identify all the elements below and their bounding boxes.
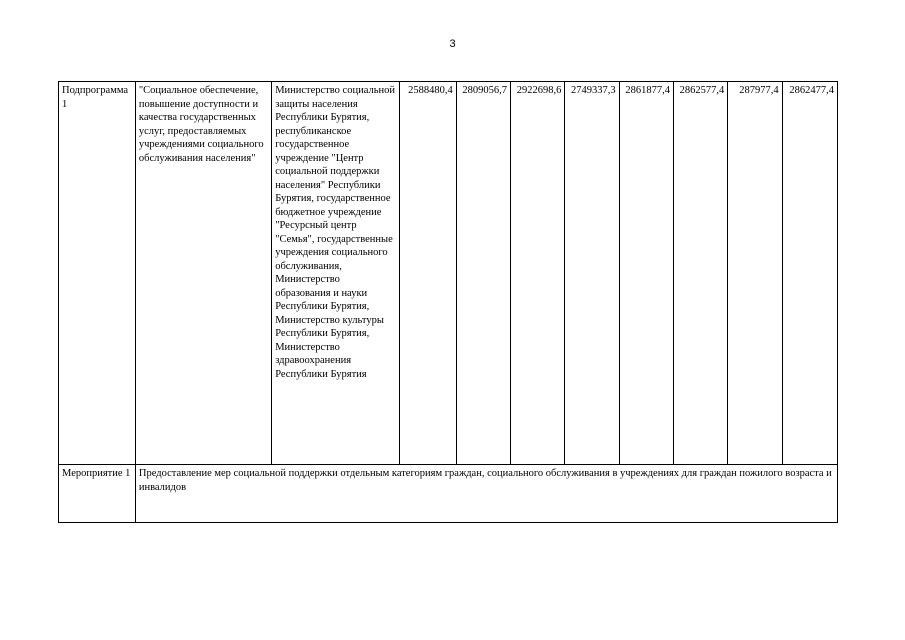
value-cell: 2862477,4 bbox=[782, 82, 837, 465]
value-cell: 2862577,4 bbox=[673, 82, 727, 465]
value-cell: 2749337,3 bbox=[565, 82, 619, 465]
value-cell: 2588480,4 bbox=[400, 82, 456, 465]
value-cell: 287977,4 bbox=[728, 82, 782, 465]
row-label-cell: Подпрограмма 1 bbox=[59, 82, 136, 465]
row-label-cell: Мероприятие 1 bbox=[59, 465, 136, 523]
executors-cell: Министерство социальной защиты населения Республики Бурятия, республиканское государственное учреждение "Центр социальной поддержки населения" Республики Бурятия, государственное бюджетное учреждение "Ресурсный центр "Семья", государственные учреждения социального обслуживания, Министерство образования и науки Республики Бурятия, Министерство культуры Республики Бурятия, Министерство здравоохранения Республики Бурятия bbox=[272, 82, 400, 465]
table-row bbox=[59, 82, 838, 465]
value-cell: 2861877,4 bbox=[619, 82, 673, 465]
value-cell: 2809056,7 bbox=[456, 82, 510, 465]
subprogram-name-cell: "Социальное обеспечение, повышение доступности и качества государственных услуг, предоставляемых учреждениями социального обслуживания населения" bbox=[135, 82, 271, 465]
page-number: 3 bbox=[449, 38, 456, 50]
measure-description-cell: Предоставление мер социальной поддержки отдельным категориям граждан, социального обслуживания в учреждениях для граждан пожилого возраста и инвалидов bbox=[135, 465, 837, 523]
value-cell: 2922698,6 bbox=[511, 82, 565, 465]
table-row bbox=[59, 465, 838, 523]
program-table bbox=[58, 81, 838, 523]
